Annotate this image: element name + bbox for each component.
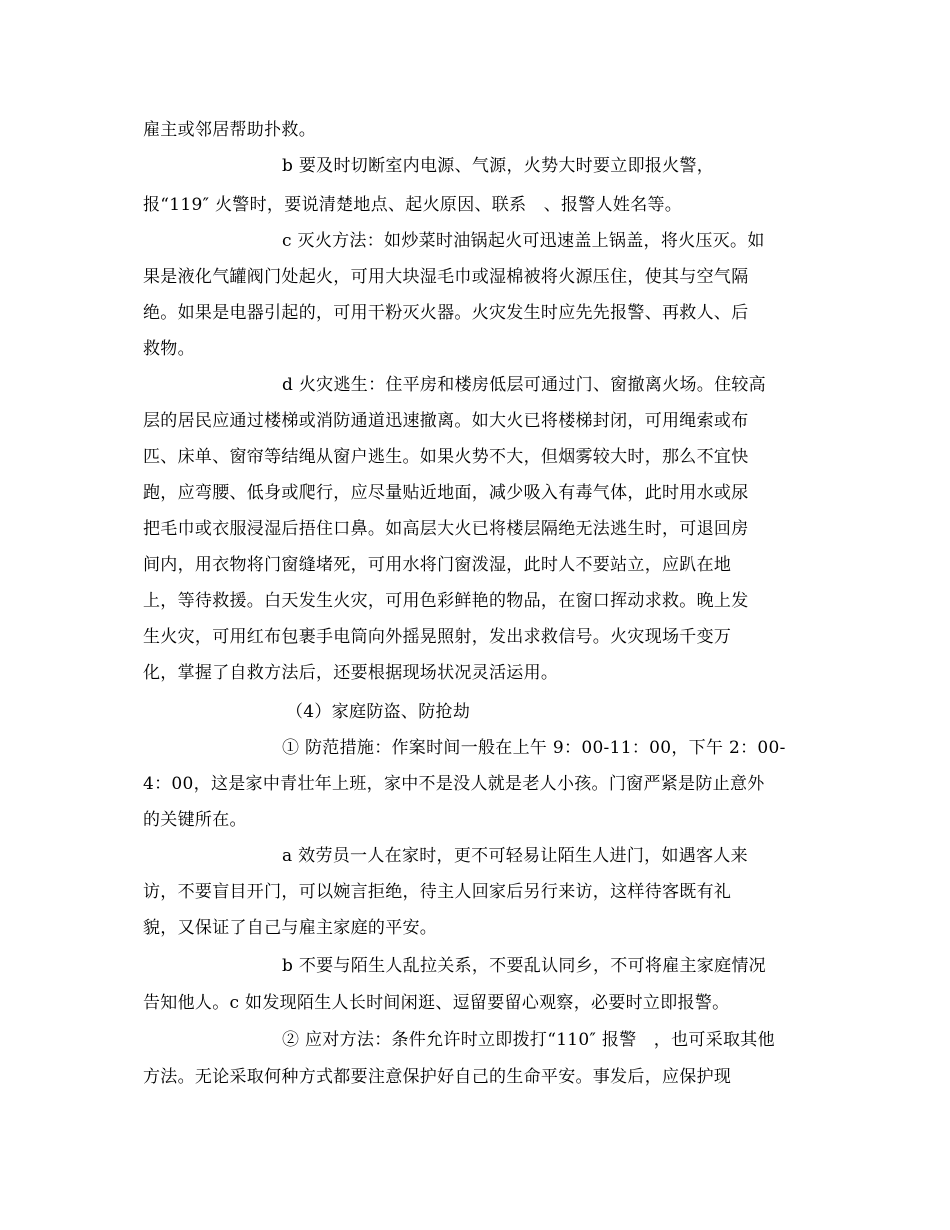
text-line-22: 访，不要盲目开门，可以婉言拒绝，待主人回家后另行来访，这样待客既有礼 <box>143 882 732 902</box>
text-line-13: 间内，用衣物将门窗缝堵死，可用水将门窗泼湿，此时人不要站立，应趴在地 <box>143 555 732 575</box>
text-line-14: 上，等待救援。白天发生火灾，可用色彩鲜艳的物品，在窗口挥动求救。晚上发 <box>143 591 749 611</box>
text-line-15: 生火灾，可用红布包裹手电筒向外摇晃照射，发出求救信号。火灾现场千变万 <box>143 627 732 647</box>
text-line-3: 报“119″ 火警时，要说清楚地点、起火原因、联系 、报警人姓名等。 <box>143 195 683 215</box>
text-line-26: ② 应对方法：条件允许时立即拨打“110″ 报警 ，也可采取其他 <box>282 1030 775 1050</box>
text-line-25: 告知他人。c 如发现陌生人长时间闲逛、逗留要留心观察，必要时立即报警。 <box>143 993 730 1013</box>
text-line-11: 跑，应弯腰、低身或爬行，应尽量贴近地面，减少吸入有毒气体，此时用水或尿 <box>143 483 749 503</box>
text-line-7: 救物。 <box>143 339 195 359</box>
text-line-9: 层的居民应通过楼梯或消防通道迅速撤离。如大火已将楼梯封闭，可用绳索或布 <box>143 411 749 431</box>
text-line-16: 化，掌握了自救方法后，还要根据现场状况灵活运用。 <box>143 663 559 683</box>
text-line-4: c 灭火方法：如炒菜时油锅起火可迅速盖上锅盖，将火压灭。如 <box>282 231 765 251</box>
text-line-18: ① 防范措施：作案时间一般在上午 9：00-11：00，下午 2：00- <box>282 738 786 758</box>
text-line-12: 把毛巾或衣服浸湿后捂住口鼻。如高层大火已将楼层隔绝无法逃生时，可退回房 <box>143 519 749 539</box>
text-line-23: 貌，又保证了自己与雇主家庭的平安。 <box>143 918 438 938</box>
text-line-19: 4：00，这是家中青壮年上班，家中不是没人就是老人小孩。门窗严紧是防止意外 <box>143 774 765 794</box>
section-heading: （4）家庭防盗、防抢劫 <box>286 702 471 722</box>
text-line-5: 果是液化气罐阀门处起火，可用大块湿毛巾或湿棉被将火源压住，使其与空气隔 <box>143 267 749 287</box>
text-line-20: 的关键所在。 <box>143 810 247 830</box>
text-line-10: 匹、床单、窗帘等结绳从窗户逃生。如果火势不大，但烟雾较大时，那么不宜快 <box>143 447 749 467</box>
text-line-6: 绝。如果是电器引起的，可用干粉灭火器。火灾发生时应先先报警、再救人、后 <box>143 303 749 323</box>
text-line-27: 方法。无论采取何种方式都要注意保护好自己的生命平安。事发后，应保护现 <box>143 1067 732 1087</box>
text-line-24: b 不要与陌生人乱拉关系，不要乱认同乡，不可将雇主家庭情况 <box>282 956 766 976</box>
text-line-1: 雇主或邻居帮助扑救。 <box>143 120 316 140</box>
text-line-2: b 要及时切断室内电源、气源，火势大时要立即报火警， <box>282 156 715 176</box>
text-line-21: a 效劳员一人在家时，更不可轻易让陌生人进门，如遇客人来 <box>282 846 748 866</box>
text-line-8: d 火灾逃生：住平房和楼房低层可通过门、窗撤离火场。住较高 <box>282 375 766 395</box>
